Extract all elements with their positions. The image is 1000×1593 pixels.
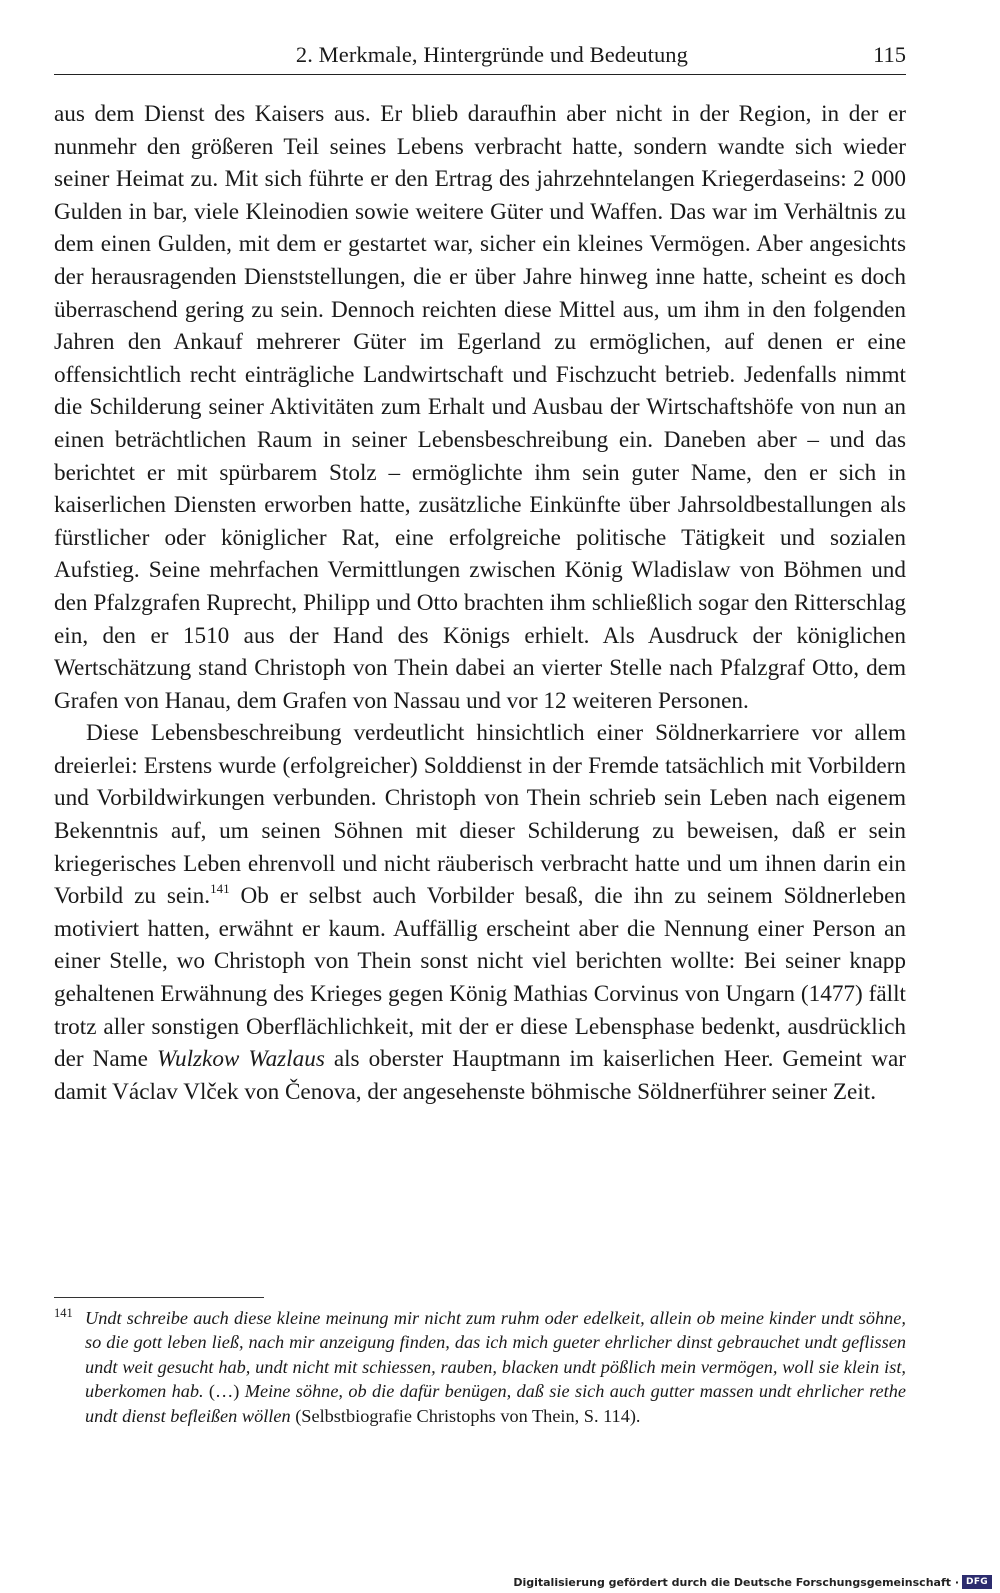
footnote-text [54,1306,906,1428]
footnote-separator [54,1297,264,1298]
footnote-number: 141 [54,1306,73,1320]
page-number: 115 [873,42,906,67]
italic-name: Wulzkow Wazlaus [156,1046,325,1073]
paragraph-2 [54,717,906,1108]
footnote-source: (Selbstbiografie Christophs von Thein, S. 114). [290,1405,641,1426]
digitization-credit [513,1575,992,1589]
book-page [54,0,906,1593]
paragraph-2-text-a: Diese Lebensbeschreibung verdeutlicht hinsichtlich einer Söldnerkarriere vor allem dreierlei: Erstens wurde (erfolgreicher) Solddienst in der Fremde tatsächlich mit Vorbildern und Vorbildwirkungen verbunden. Christoph von Thein schrieb sein Leben nach eigenem Bekenntnis auf, um seinen Söhnen mit dieser Schilderung zu beweisen, daß er sein kriegerisches Leben ehrenvoll und nicht räuberisch verbracht hatte und um ihnen darin ein Vorbild zu sein. [54,720,906,910]
paragraph-1: aus dem Dienst des Kaisers aus. Er blieb daraufhin aber nicht in der Region, in der er nunmehr den größeren Teil seines Lebens verbracht hatte, sondern wandte sich wieder seiner Heimat zu. Mit sich führte er den Ertrag des jahrzehntelangen Kriegerdaseins: 2 000 Gulden in bar, viele Kleinodien sowie weitere Güter und Waffen. Das war im Verhältnis zu dem einen Gulden, mit dem er gestartet war, sicher ein kleines Vermögen. Aber angesichts der herausragenden Dienststellungen, die er über Jahre hinweg inne hatte, scheint es doch überraschend gering zu sein. Dennoch reichten diese Mittel aus, um ihm in den folgenden Jahren den Ankauf mehrerer Güter im Egerland zu ermöglichen, auf denen er eine offensichtlich recht einträgliche Landwirtschaft und Fischzucht betrieb. Jedenfalls nimmt die Schilderung seiner Aktivitäten zum Erhalt und Ausbau der Wirtschaftshöfe von nun an einen beträchtlichen Raum in seiner Lebensbeschreibung ein. Daneben aber – und das berichtet er mit spürbarem Stolz – ermöglichte ihm sein guter Name, den er sich in kaiserlichen Diensten erworben hatte, zusätzliche Einkünfte über Jahrsoldbestallungen als fürstlicher oder königlicher Rat, eine erfolgreiche politische Tätigkeit und sozialen Aufstieg. Seine mehrfachen Vermittlungen zwischen König Wladislaw von Böhmen und den Pfalzgrafen Ruprecht, Philipp und Otto brachten ihm schließlich sogar den Ritterschlag ein, den er 1510 aus der Hand des Königs erhielt. Als Ausdruck der königlichen Wertschätzung stand Christoph von Thein dabei an vierter Stelle nach Pfalzgraf Otto, dem Grafen von Hanau, dem Grafen von Nassau und vor 12 weiteren Personen. [54,101,906,714]
footnote-141 [54,1306,906,1428]
paragraph-2-text-b: Ob er selbst auch Vorbilder besaß, die ihn zu seinem Söldnerleben motiviert hatten, erwähnt er kaum. Auffällig erscheint aber die Nennung einer Person an einer Stelle, wo Christoph von Thein sonst nicht viel berichten wollte: Bei seiner knapp gehaltenen Erwähnung des Krieges gegen König Mathias Corvinus von Ungarn (1477) fällt trotz aller sonstigen Oberflächlichkeit, mit der er diese Lebensphase bedenkt, ausdrücklich der Name [54,883,906,1073]
footnote-quote-2: Meine söhne, ob die dafür benügen, daß sie sich auch gutter massen undt ehrlicher rethe undt dienst befleißen wöllen [85,1381,906,1426]
running-header [54,38,906,75]
footnote-reference: 141 [210,881,230,897]
running-title: 2. Merkmale, Hintergründe und Bedeutung [295,42,688,67]
paragraph-2-text-c: als oberster Hauptmann im kaiserlichen Heer. Gemeint war damit Václav Vlček von Čenova, der angesehenste böhmische Söldnerführer seiner Zeit. [54,1046,906,1105]
credit-text: Digitalisierung gefördert durch die Deutsche Forschungsgemeinschaft · [513,1575,959,1589]
main-text [54,98,906,1108]
footnote-ellipsis: (…) [203,1381,245,1402]
dfg-logo-icon: DFG [962,1575,992,1589]
footnote-quote: Undt schreibe auch diese kleine meinung mir nicht zum ruhm oder edelkeit, allein ob meine kinder undt söhne, so die gott leben ließ, nach mir anzeigung finden, das ich mich gueter ehrlicher dinst gebrauchet undt geflissen undt weit gesucht hab, undt nicht mit schiessen, rauben, blacken undt pößlich mein vermögen, woll sie klein ist, uberkomen hab. [85,1308,906,1402]
